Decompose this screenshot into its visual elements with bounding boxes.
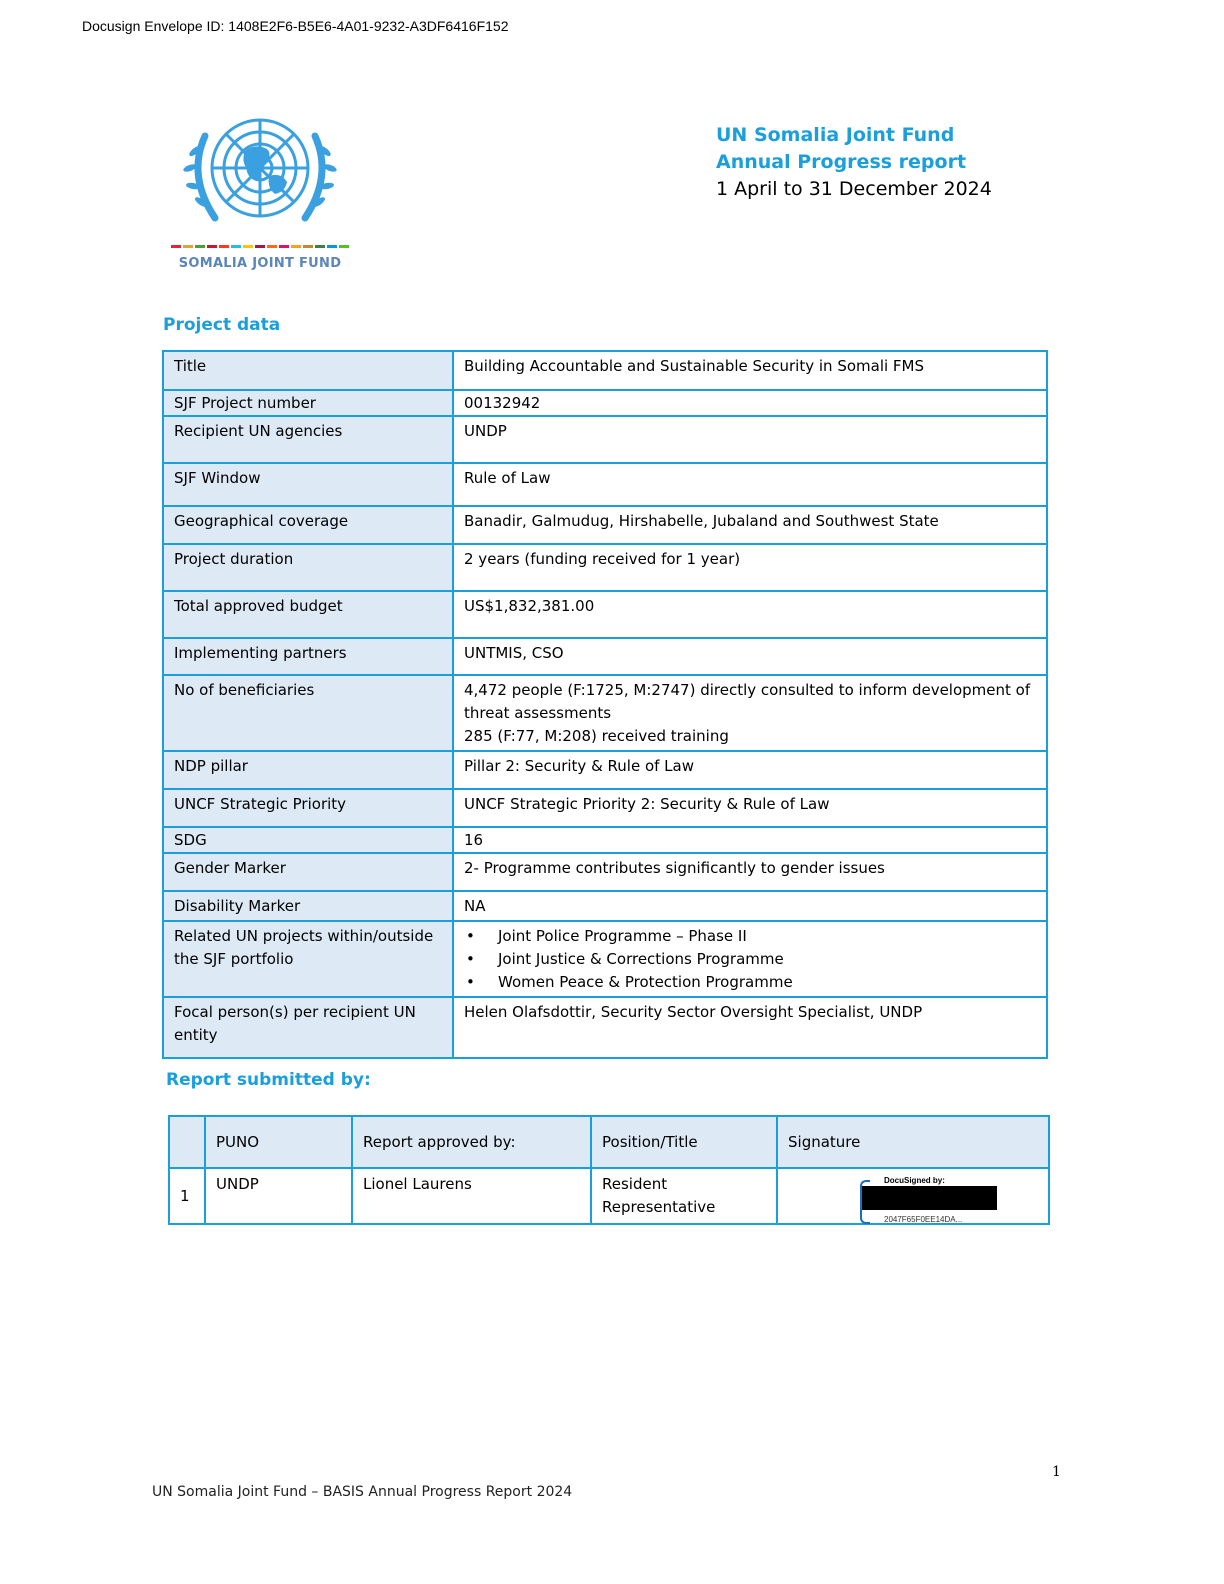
envelope-id: Docusign Envelope ID: 1408E2F6-B5E6-4A01-9232-A3DF6416F152 xyxy=(82,18,509,34)
column-header: Position/Title xyxy=(591,1116,777,1168)
project-data-heading: Project data xyxy=(163,315,281,335)
table-row xyxy=(163,853,1047,891)
table-row xyxy=(163,416,1047,463)
row-label: Implementing partners xyxy=(163,638,453,675)
row-value xyxy=(453,921,1047,997)
table-row xyxy=(163,891,1047,921)
fund-name: UN Somalia Joint Fund xyxy=(716,124,955,146)
position-line: Representative xyxy=(602,1198,716,1216)
row-value: Building Accountable and Sustainable Security in Somali FMS xyxy=(453,351,1047,390)
table-row xyxy=(163,390,1047,416)
table-row xyxy=(163,751,1047,789)
table-row xyxy=(163,351,1047,390)
row-label: Gender Marker xyxy=(163,853,453,891)
row-value: Rule of Law xyxy=(453,463,1047,506)
row-label: UNCF Strategic Priority xyxy=(163,789,453,827)
report-period: 1 April to 31 December 2024 xyxy=(716,178,992,200)
approved-by-cell: Lionel Laurens xyxy=(352,1168,591,1224)
row-value: 00132942 xyxy=(453,390,1047,416)
table-row xyxy=(163,827,1047,853)
table-row xyxy=(163,591,1047,638)
report-header xyxy=(716,122,992,203)
report-type: Annual Progress report xyxy=(716,151,967,173)
signature-id: 2047F65F0EE14DA... xyxy=(884,1215,963,1224)
beneficiaries-trained: 285 (F:77, M:208) received training xyxy=(464,727,729,745)
row-value: US$1,832,381.00 xyxy=(453,591,1047,638)
table-row xyxy=(163,675,1047,751)
table-row xyxy=(163,789,1047,827)
row-value: UNCF Strategic Priority 2: Security & Rule of Law xyxy=(453,789,1047,827)
row-value: UNTMIS, CSO xyxy=(453,638,1047,675)
row-value: 2- Programme contributes significantly to gender issues xyxy=(453,853,1047,891)
row-label: Title xyxy=(163,351,453,390)
table-row xyxy=(163,921,1047,997)
related-projects-list xyxy=(464,925,1036,994)
row-label: Total approved budget xyxy=(163,591,453,638)
table-row xyxy=(163,463,1047,506)
row-value xyxy=(453,675,1047,751)
column-header: Signature xyxy=(777,1116,1049,1168)
report-submitted-heading: Report submitted by: xyxy=(166,1070,371,1090)
row-number: 1 xyxy=(169,1168,205,1224)
row-value: 2 years (funding received for 1 year) xyxy=(453,544,1047,591)
table-row xyxy=(163,638,1047,675)
beneficiaries-consulted: 4,472 people (F:1725, M:2747) directly consulted to inform development of threat assessments xyxy=(464,681,1031,722)
table-row xyxy=(163,997,1047,1058)
page-number: 1 xyxy=(1052,1464,1061,1480)
project-data-table xyxy=(162,350,1048,1059)
column-header: PUNO xyxy=(205,1116,352,1168)
redacted-signature xyxy=(862,1186,997,1210)
row-value: Banadir, Galmudug, Hirshabelle, Jubaland and Southwest State xyxy=(453,506,1047,544)
table-row xyxy=(163,506,1047,544)
position-line: Resident xyxy=(602,1175,668,1193)
row-value: NA xyxy=(453,891,1047,921)
position-cell xyxy=(591,1168,777,1224)
puno-cell: UNDP xyxy=(205,1168,352,1224)
list-item: • Women Peace & Protection Programme xyxy=(488,971,1036,994)
un-emblem-icon xyxy=(165,106,355,278)
row-value: Helen Olafsdottir, Security Sector Oversight Specialist, UNDP xyxy=(453,997,1047,1058)
row-label: Focal person(s) per recipient UN entity xyxy=(163,997,453,1058)
row-label: Project duration xyxy=(163,544,453,591)
row-label: Recipient UN agencies xyxy=(163,416,453,463)
row-label: SDG xyxy=(163,827,453,853)
row-value: Pillar 2: Security & Rule of Law xyxy=(453,751,1047,789)
row-label: Related UN projects within/outside the SJF portfolio xyxy=(163,921,453,997)
list-item: • Joint Justice & Corrections Programme xyxy=(488,948,1036,971)
column-header: Report approved by: xyxy=(352,1116,591,1168)
table-row xyxy=(163,544,1047,591)
footer: UN Somalia Joint Fund – BASIS Annual Progress Report 2024 xyxy=(152,1484,573,1500)
row-label: SJF Window xyxy=(163,463,453,506)
row-label: No of beneficiaries xyxy=(163,675,453,751)
row-value: 16 xyxy=(453,827,1047,853)
row-label: NDP pillar xyxy=(163,751,453,789)
row-label: Geographical coverage xyxy=(163,506,453,544)
row-label: SJF Project number xyxy=(163,390,453,416)
docusign-signature xyxy=(862,1176,1002,1232)
logo-text: SOMALIA JOINT FUND xyxy=(178,256,342,271)
row-label: Disability Marker xyxy=(163,891,453,921)
list-item: • Joint Police Programme – Phase II xyxy=(488,925,1036,948)
column-header xyxy=(169,1116,205,1168)
row-value: UNDP xyxy=(453,416,1047,463)
docusigned-label: DocuSigned by: xyxy=(884,1176,945,1185)
table-header-row xyxy=(169,1116,1049,1168)
